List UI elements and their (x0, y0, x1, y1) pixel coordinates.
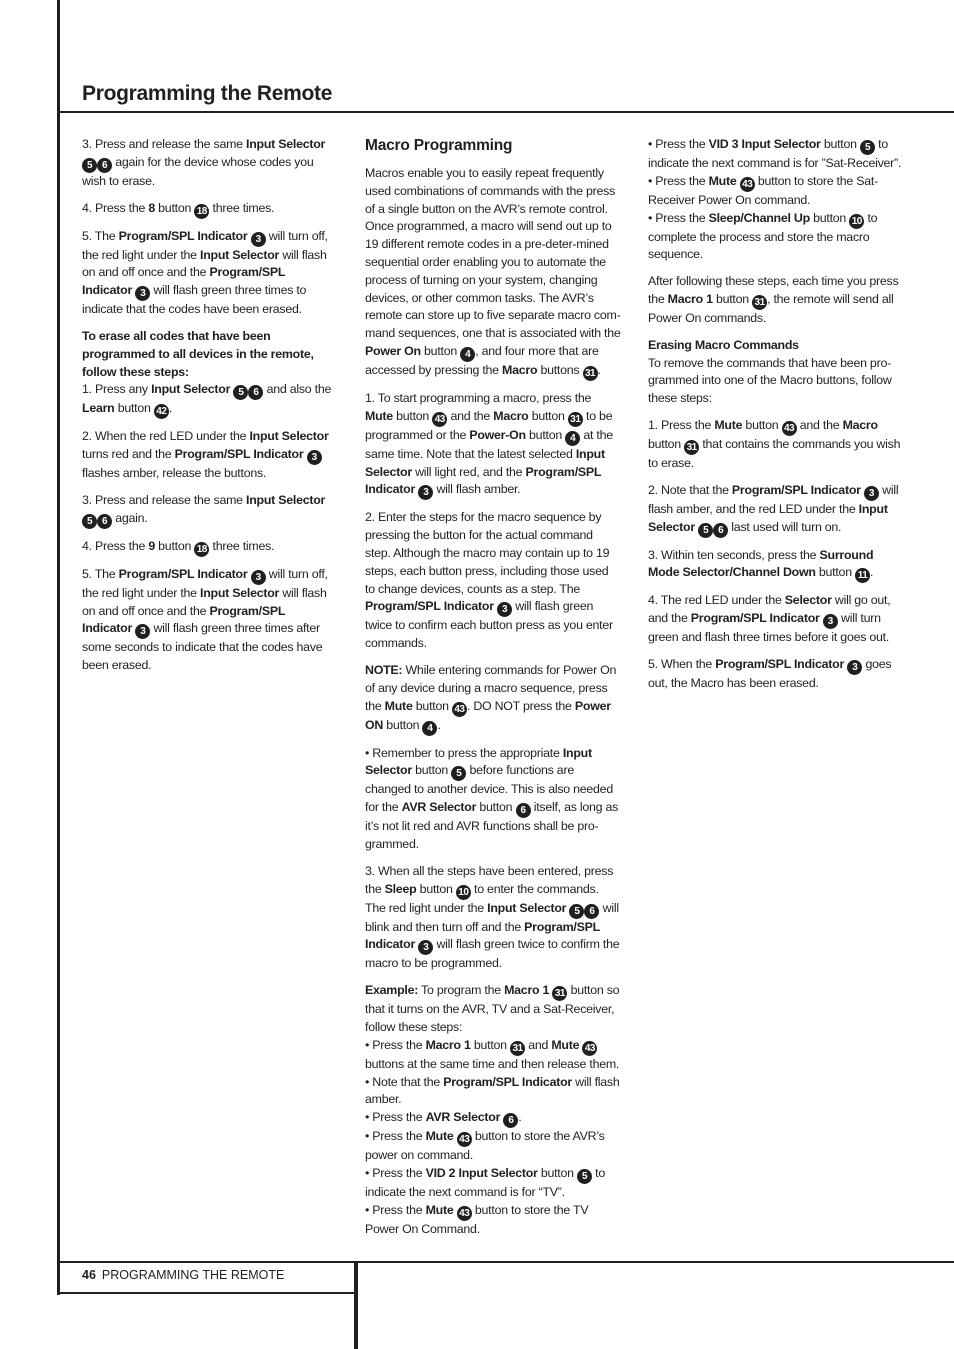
callout-number: 3 (418, 485, 433, 500)
callout-number: 3 (135, 624, 150, 639)
callout-number: 3 (823, 614, 838, 629)
callout-number: 10 (456, 885, 471, 900)
callout-number: 43 (740, 177, 755, 192)
callout-number: 3 (847, 660, 862, 675)
column-1 (82, 136, 338, 684)
left-margin-rule (57, 0, 60, 1295)
list-item: • Press the VID 3 Input Selector button 5 to indicate the next command is for ”Sat-Receiver”. (648, 137, 902, 170)
callout-number: 6 (516, 803, 531, 818)
callout-number: 43 (457, 1206, 472, 1221)
paragraph: • Remember to press the appropriate Input Selector button 5 before functions are changed to another device. This is also needed for the AVR Selector button 6 itself, as long as it’s not lit red and AVR functions shall be pro-grammed. (365, 745, 619, 851)
callout-number: 6 (713, 523, 728, 538)
callout-number: 11 (855, 568, 870, 583)
callout-number: 10 (849, 214, 864, 229)
callout-number: 5 (233, 385, 248, 400)
paragraph: NOTE: While entering commands for Power On of any device during a macro sequence, press the Mute button 43 . DO NOT press the Power ON button 4 . (365, 662, 617, 734)
section-heading: To erase all codes that have been programmed to all devices in the remote, follow these steps: (82, 328, 314, 379)
callout-number: 5 (82, 514, 97, 529)
callout-number: 6 (503, 1113, 518, 1128)
callout-number: 6 (584, 904, 599, 919)
section-heading: Macro Programming (365, 137, 513, 154)
paragraph: Macros enable you to easily repeat frequently used combinations of commands with the press of a single button on the AVR’s remote control. Once programmed, a macro will send out up to 19 different remote codes in a pre-deter-mined sequential order enabling you to automate the process of turning on your system, changing devices, or other common tasks. The AVR’s remote can store up to five separate macro com-mand sequences, one that is associated with the Power On button 4 , and four more that are accessed by pressing the Macro buttons 31 . (365, 166, 621, 379)
callout-number: 6 (97, 514, 112, 529)
callout-number: 5 (569, 904, 584, 919)
callout-number: 43 (432, 412, 447, 427)
callout-number: 6 (248, 385, 263, 400)
callout-number: 4 (422, 721, 437, 736)
paragraph: 3. Within ten seconds, press the Surround Mode Selector/Channel Down button 11 . (648, 547, 874, 582)
callout-number: 43 (582, 1041, 597, 1056)
callout-number: 43 (782, 421, 797, 436)
callout-number: 31 (684, 440, 699, 455)
footer-vertical-rule (354, 1261, 358, 1349)
footer-section: PROGRAMMING THE REMOTE (101, 1268, 285, 1282)
paragraph: 5. When the Program/SPL Indicator 3 goes out, the Macro has been erased. (648, 656, 892, 690)
paragraph: 2. When the red LED under the Input Selector turns red and the Program/SPL Indicator 3 flashes amber, release the buttons. (82, 429, 329, 481)
callout-number: 42 (154, 404, 169, 419)
callout-number: 43 (457, 1132, 472, 1147)
callout-number: 31 (568, 412, 583, 427)
paragraph: 1. To start programming a macro, press the Mute button 43 and the Macro button 31 to be programmed or the Power-On button 4 at the same time. Note that the latest selected Input Selector will light red, and the Program/SPL Indicator 3 will flash amber. (365, 390, 613, 499)
callout-number: 3 (864, 486, 879, 501)
paragraph: After following these steps, each time you press the Macro 1 button 31 , the remote will send all Power On commands. (648, 274, 899, 325)
callout-number: 5 (451, 766, 466, 781)
callout-number: 31 (583, 366, 598, 381)
paragraph: 1. Press the Mute button 43 and the Macro button 31 that contains the commands you wish to erase. (648, 417, 901, 470)
list-item: • Press the Macro 1 button 31 and Mute 43 buttons at the same time and then release them. (365, 1037, 620, 1071)
paragraph: 3. Press and release the same Input Selector 5 6 again for the device whose codes you wish to erase. (82, 137, 326, 188)
column-3 (648, 136, 906, 702)
callout-number: 3 (497, 602, 512, 617)
sub-heading: Erasing Macro Commands (648, 337, 799, 352)
list-item: • Press the VID 2 Input Selector button 5 to indicate the next command is for “TV”. (365, 1165, 605, 1199)
paragraph: To remove the commands that have been pro-grammed into one of the Macro buttons, follow these steps: (648, 355, 892, 406)
callout-number: 31 (752, 295, 767, 310)
paragraph: 1. Press any Input Selector 5 6 and also the Learn button 42 . (82, 382, 332, 418)
callout-number: 3 (307, 450, 322, 465)
page-number: 46 (82, 1268, 96, 1282)
column-2 (365, 136, 621, 1238)
callout-number: 3 (251, 570, 266, 585)
callout-number: 31 (552, 986, 567, 1001)
callout-number: 6 (97, 158, 112, 173)
list-item: • Press the Mute 43 button to store the AVR’s power on command. (365, 1129, 605, 1163)
callout-number: 5 (82, 158, 97, 173)
paragraph: 2. Enter the steps for the macro sequence by pressing the button for the actual command step. Although the macro may contain up to 19 steps, each button press, including those used to change devices, counts as a step. The Program/SPL Indicator 3 will flash green twice to confirm each button press as you enter commands. (365, 510, 613, 651)
paragraph: 4. The red LED under the Selector will go out, and the Program/SPL Indicator 3 will turn green and flash three times before it goes out. (648, 593, 891, 645)
callout-number: 18 (194, 542, 209, 557)
list-item: • Note that the Program/SPL Indicator will flash amber. (365, 1074, 620, 1107)
callout-number: 31 (510, 1041, 525, 1056)
list-item: • Press the Sleep/Channel Up button 10 to complete the process and store the macro sequence. (648, 210, 878, 262)
paragraph: 3. Press and release the same Input Selector 5 6 again. (82, 492, 326, 527)
list-item: • Press the Mute 43 button to store the TV Power On Command. (365, 1202, 589, 1236)
callout-number: 43 (452, 702, 467, 717)
list-item: • Press the Mute 43 button to store the Sat-Receiver Power On command. (648, 173, 878, 207)
callout-number: 4 (460, 347, 475, 362)
paragraph: 3. When all the steps have been entered, press the Sleep button 10 to enter the commands. The red light under the Input Selector 5 6 will blink and then turn off and the Program/SPL Indicator 3 will flash green twice to confirm the macro to be programmed. (365, 863, 620, 971)
callout-number: 5 (577, 1169, 592, 1184)
callout-number: 5 (698, 523, 713, 538)
list-item: • Press the AVR Selector 6 . (365, 1110, 522, 1127)
footer-rule (57, 1261, 954, 1263)
callout-number: 5 (860, 140, 875, 155)
paragraph: 4. Press the 8 button 18 three times. (82, 200, 275, 217)
callout-number: 3 (418, 940, 433, 955)
paragraph: 4. Press the 9 button 18 three times. (82, 538, 275, 555)
paragraph: 5. The Program/SPL Indicator 3 will turn off, the red light under the Input Selector will flash on and off once and the Program/SPL Indicator 3 will flash green three times to indicate that the codes have been erased. (82, 228, 328, 317)
callout-number: 4 (565, 431, 580, 446)
header-rule (57, 111, 954, 113)
paragraph: 2. Note that the Program/SPL Indicator 3 will flash amber, and the red LED under the Input Selector 5 6 last used will turn on. (648, 482, 899, 536)
page-title: Programming the Remote (82, 82, 333, 105)
callout-number: 18 (194, 204, 209, 219)
callout-number: 3 (135, 286, 150, 301)
paragraph: 5. The Program/SPL Indicator 3 will turn off, the red light under the Input Selector will flash on and off once and the Program/SPL Indicator 3 will flash green three times after some seconds to indicate that the codes have been erased. (82, 566, 328, 673)
paragraph: Example: To program the Macro 1 31 button so that it turns on the AVR, TV and a Sat-Receiver, follow these steps: (365, 983, 620, 1034)
callout-number: 3 (251, 232, 266, 247)
footer-rule-lower (57, 1292, 357, 1294)
page-footer (82, 1268, 284, 1282)
